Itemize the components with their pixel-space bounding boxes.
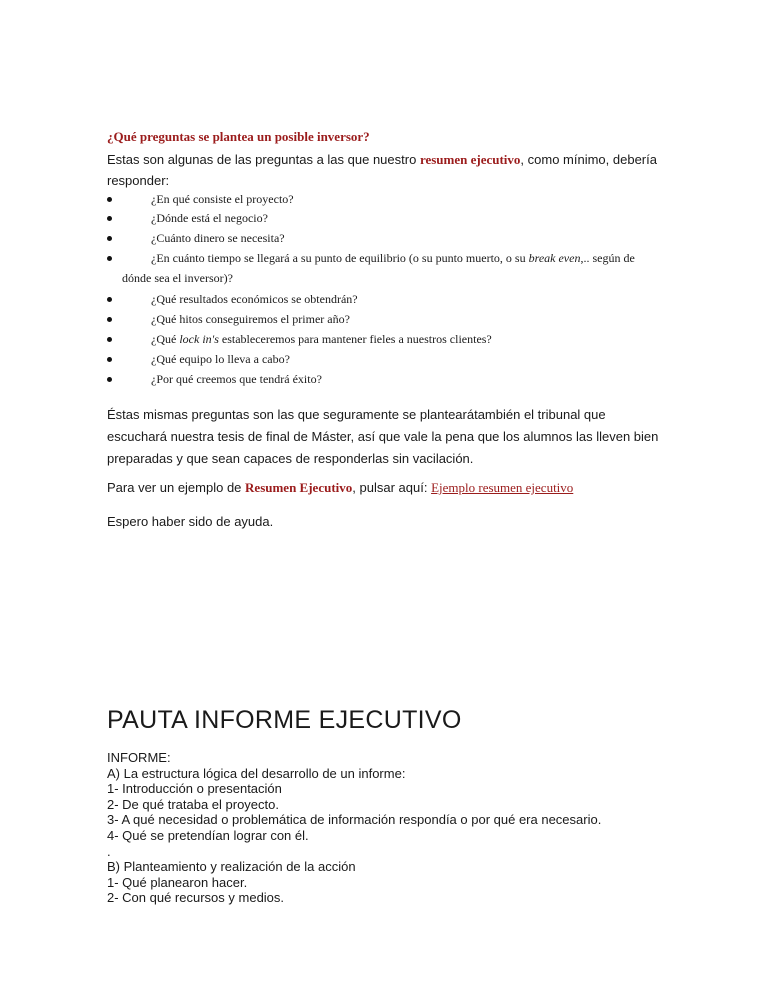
bullet-icon [107, 236, 112, 241]
example-emphasis: Resumen Ejecutivo [245, 480, 353, 495]
list-item: . [107, 843, 111, 859]
list-item: INFORME: [107, 750, 171, 765]
bullet-icon [107, 337, 112, 342]
intro-text: Estas son algunas de las preguntas a las que nuestro [107, 152, 420, 167]
list-item: 1- Introducción o presentación [107, 781, 282, 797]
list-item: B) Planteamiento y realización de la acción [107, 859, 356, 875]
intro-paragraph [107, 149, 667, 191]
list-item: 2- Con qué recursos y medios. [107, 890, 285, 906]
bullet-icon [107, 377, 112, 382]
italic-term: lock in's [179, 332, 219, 346]
italic-term: break even [528, 251, 581, 265]
tribunal-paragraph: Éstas mismas preguntas son las que seguramente se plantearátambién el tribunal que escuchará nuestra tesis de final de Máster, así que vale la pena que los alumnos las lleven bien preparadas y que sean capaces de responderlas sin vacilación. [107, 407, 659, 466]
question-heading: ¿Qué preguntas se plantea un posible inversor? [107, 129, 370, 144]
bullet-icon [107, 297, 112, 302]
bullet-icon [107, 216, 112, 221]
bullet-icon [107, 256, 112, 261]
section-title: PAUTA INFORME EJECUTIVO [107, 706, 462, 734]
intro-emphasis: resumen ejecutivo [419, 152, 521, 167]
list-item: 1- Qué planearon hacer. [107, 874, 248, 890]
list-item: 3- A qué necesidad o problemática de información respondía o por qué era necesario. [107, 812, 602, 828]
informe-list [107, 750, 601, 906]
bullet-icon [107, 317, 112, 322]
closing-paragraph: Espero haber sido de ayuda. [107, 514, 274, 529]
bullet-icon [107, 357, 112, 362]
list-item: 2- De qué trataba el proyecto. [107, 796, 279, 812]
list-item: 4- Qué se pretendían lograr con él. [107, 827, 309, 843]
example-paragraph: Para ver un ejemplo de Resumen Ejecutivo, pulsar aquí: Ejemplo resumen ejecutivo [107, 480, 574, 495]
list-item: A) La estructura lógica del desarrollo de un informe: [107, 765, 406, 781]
list-item-continuation: dónde sea el inversor)? [122, 271, 233, 285]
intro-text-end: , como mínimo, debería responder: [107, 152, 657, 188]
bullet-icon [107, 197, 112, 202]
example-link[interactable]: Ejemplo resumen ejecutivo [431, 480, 574, 495]
